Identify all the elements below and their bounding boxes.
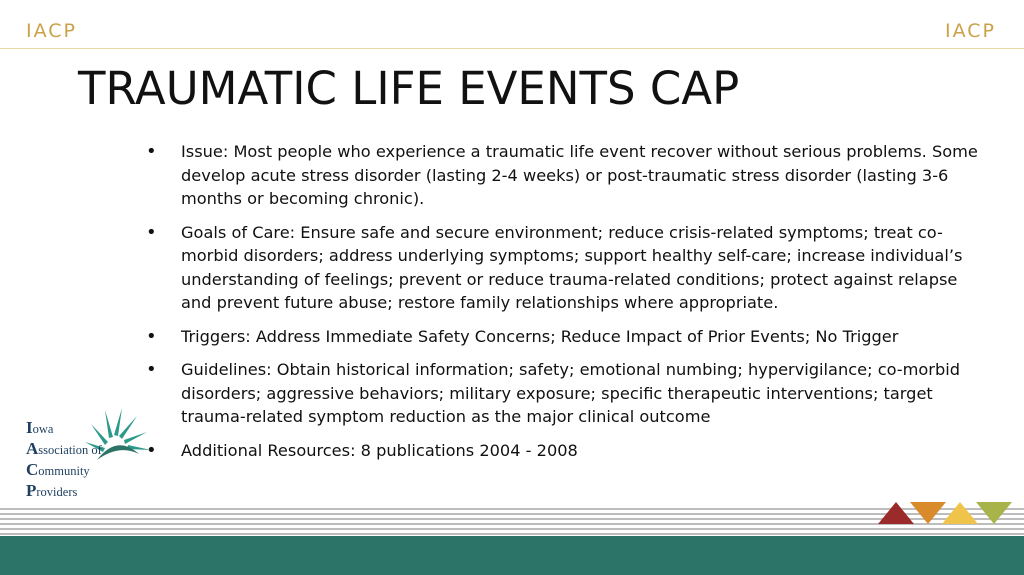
- logo-initial-a: A: [26, 439, 39, 458]
- logo-word-association: ssociation of: [38, 443, 102, 457]
- slide-title: TRAUMATIC LIFE EVENTS CAP: [78, 62, 740, 115]
- bullet-goals-of-care: • Goals of Care: Ensure safe and secure environment; reduce crisis-related symptoms; treat co-morbid disorders; address underlying symptoms; support healthy self-care; increase individual’s understanding of feelings; prevent or reduce trauma-related conditions; protect against relapse and prevent future abuse; restore family relationships where appropriate.: [146, 221, 986, 315]
- logo-wordmark: [26, 418, 102, 502]
- logo-word-iowa: owa: [32, 422, 54, 436]
- triangle-green: [976, 502, 1012, 524]
- logo-initial-p: P: [26, 481, 37, 500]
- bullet-issue: • Issue: Most people who experience a traumatic life event recover without serious problems. Some develop acute stress disorder (lasting 2-4 weeks) or post-traumatic stress disorder (lasting 3-6 months or becoming chronic).: [146, 140, 986, 211]
- triangle-red: [878, 502, 914, 524]
- bullet-additional-resources: • Additional Resources: 8 publications 2004 - 2008: [146, 439, 986, 463]
- brand-left: IACP: [26, 20, 77, 42]
- logo-word-providers: roviders: [36, 485, 78, 499]
- logo-word-community: ommunity: [38, 464, 90, 478]
- triangle-orange: [910, 502, 946, 524]
- decorative-triangles: [870, 498, 1020, 528]
- footer-band: [0, 536, 1024, 575]
- triangle-yellow: [942, 502, 978, 524]
- logo-initial-i: I: [26, 418, 33, 437]
- logo-initial-c: C: [26, 460, 39, 479]
- header-divider: [0, 48, 1024, 49]
- brand-right: IACP: [945, 20, 996, 42]
- bullet-guidelines: • Guidelines: Obtain historical information; safety; emotional numbing; hypervigilance; co-morbid disorders; aggressive behaviors; military exposure; specific therapeutic interventions; target trauma-related symptom reduction as the major clinical outcome: [146, 358, 986, 429]
- bullet-list: [146, 140, 986, 472]
- iacp-logo: [22, 404, 158, 500]
- bullet-triggers: • Triggers: Address Immediate Safety Concerns; Reduce Impact of Prior Events; No Trigger: [146, 325, 986, 349]
